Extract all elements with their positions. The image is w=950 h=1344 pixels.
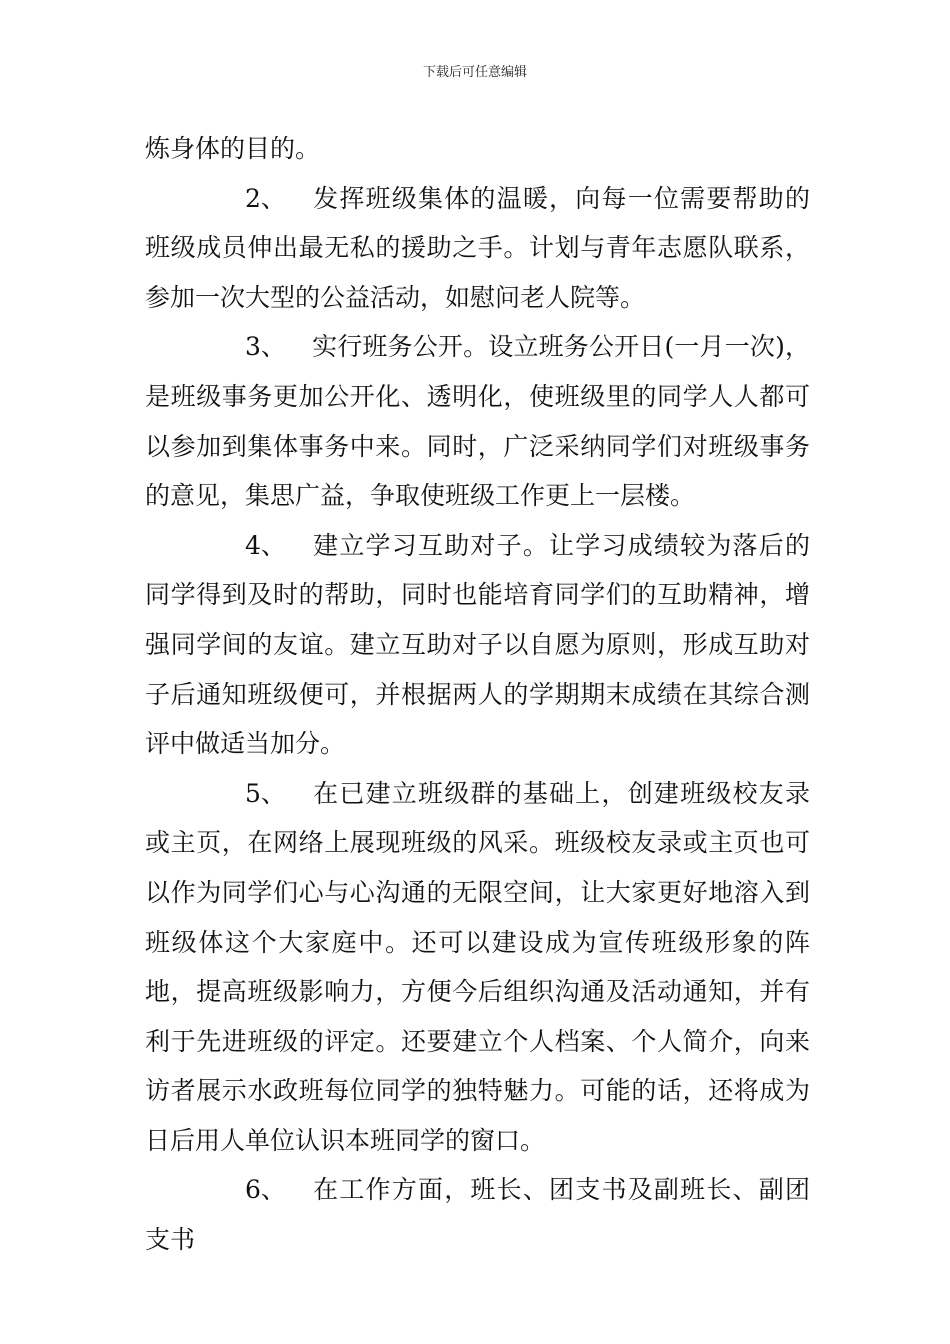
page-header-note: 下载后可任意编辑 [422, 65, 527, 80]
paragraph-number: 5、 [245, 778, 286, 808]
paragraph-number: 3、 [245, 332, 286, 362]
document-body [145, 124, 810, 1265]
paragraph-text: 发挥班级集体的温暖，向每一位需要帮助的班级成员伸出最无私的援助之手。计划与青年志愿队联系，参加一次大型的公益活动，如慰问老人院等。 [145, 183, 810, 312]
paragraph-continuation [145, 124, 810, 174]
paragraph-number: 2、 [245, 183, 286, 213]
paragraph-item-4 [145, 521, 810, 769]
paragraph-text: 在工作方面，班长、团支书及副班长、副团支书 [145, 1175, 810, 1255]
paragraph-number: 4、 [245, 530, 286, 560]
paragraph-text: 实行班务公开。设立班务公开日(一月一次)，是班级事务更加公开化、透明化，使班级里的同学人人都可以参加到集体事务中来。同时，广泛采纳同学们对班级事务的意见，集思广益，争取使班级工作更上一层楼。 [145, 332, 810, 511]
paragraph-text: 在已建立班级群的基础上，创建班级校友录或主页，在网络上展现班级的风采。班级校友录或主页也可以作为同学们心与心沟通的无限空间，让大家更好地溶入到班级体这个大家庭中。还可以建设成为宣传班级形象的阵地，提高班级影响力，方便今后组织沟通及活动通知，并有利于先进班级的评定。还要建立个人档案、个人简介，向来访者展示水政班每位同学的独特魅力。可能的话，还将成为日后用人单位认识本班同学的窗口。 [145, 778, 810, 1155]
paragraph-item-3 [145, 322, 810, 520]
paragraph-item-6 [145, 1165, 810, 1264]
paragraph-item-5 [145, 769, 810, 1166]
paragraph-item-2 [145, 174, 810, 323]
paragraph-number: 6、 [245, 1175, 286, 1205]
paragraph-text: 建立学习互助对子。让学习成绩较为落后的同学得到及时的帮助，同时也能培育同学们的互助精神，增强同学间的友谊。建立互助对子以自愿为原则，形成互助对子后通知班级便可，并根据两人的学期期末成绩在其综合测评中做适当加分。 [145, 530, 810, 759]
paragraph-text: 炼身体的目的。 [145, 134, 321, 163]
